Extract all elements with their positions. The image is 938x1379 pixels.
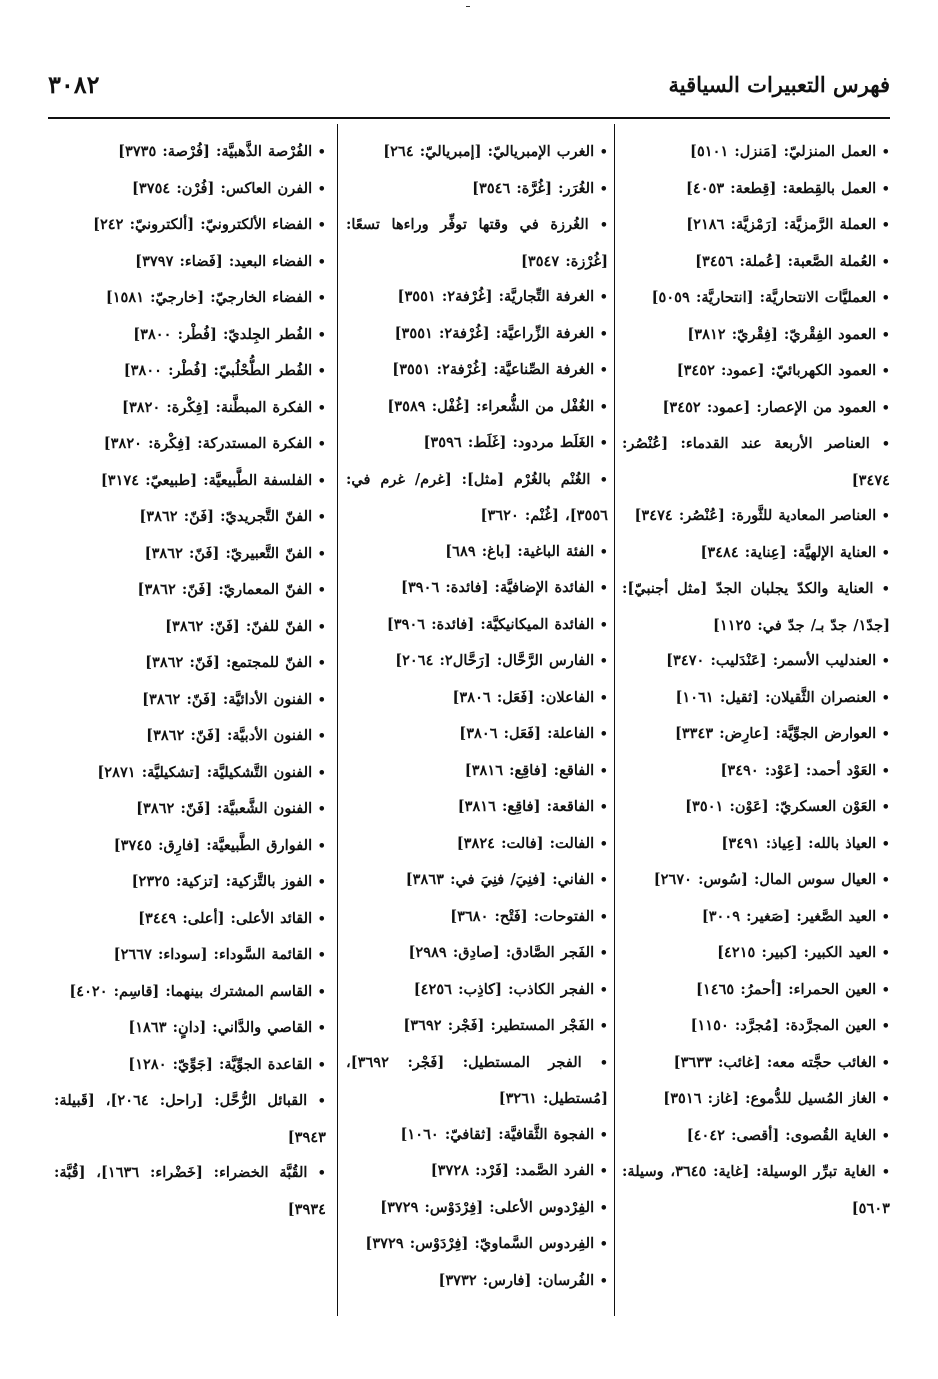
index-entry: • الفنون الأدبيَّة: [فَنّ: ٣٨٦٢] xyxy=(54,718,326,755)
index-entry: • العمود من الإعصار: [عمود: ٣٤٥٢] xyxy=(622,390,890,427)
index-entry: • الفاعلان: [فَعَل: ٣٨٠٦] xyxy=(346,680,608,717)
index-entry: • الفُرْصة الذَّهبيَّة: [فُرْصة: ٣٧٣٥] xyxy=(54,134,326,171)
index-entry: • الفَجر الصَّادق: [صادِق: ٢٩٨٩] xyxy=(346,935,608,972)
index-entry: • الفنون الشَّعبيَّة: [فَنّ: ٣٨٦٢] xyxy=(54,791,326,828)
index-entry: • القبائل الرُّحَّل: [راحل: ٢٠٦٤]، [قَبيلة: ٣٩٤٣] xyxy=(54,1083,326,1155)
index-entry: • القاسم المشترك بينهما: [قاسِم: ٤٠٢٠] xyxy=(54,974,326,1011)
index-entry: • الغُفْل من الشُّعراء: [غُفْل: ٣٥٨٩] xyxy=(346,389,608,426)
index-entry: • الغَلَط مردود: [غَلَط: ٣٥٩٦] xyxy=(346,425,608,462)
index-entry: • الفضاء الخارجيّ: [خارجيّ: ١٥٨١] xyxy=(54,280,326,317)
index-entry: • الفوارق الطَّبيعيَّة: [فارِق: ٣٧٤٥] xyxy=(54,828,326,865)
index-entry: • العناية الإلهيَّة: [عِناية: ٣٤٨٤] xyxy=(622,535,890,572)
index-entry: • الفاني: [فنِيَ/ فنِيَ في: ٣٨٦٣] xyxy=(346,862,608,899)
index-entry: • القائد الأعلى: [أعلى: ٣٤٤٩] xyxy=(54,901,326,938)
index-entry: • الفاقع: [فاقِع: ٣٨١٦] xyxy=(346,753,608,790)
index-entry: • الغُرَر: [غُرَّة: ٣٥٤٦] xyxy=(346,171,608,208)
index-entry: • القائمة السَّوداء: [سوداء: ٢٦٦٧] xyxy=(54,937,326,974)
index-entry: • الفجر المستطيل: [فَجْر: ٣٦٩٢]، [مُستطيل: ٣٢٦١] xyxy=(346,1045,608,1117)
index-entry: • الفكرة المبطَّنة: [فِكْرة: ٣٨٢٠] xyxy=(54,390,326,427)
index-entry: • الفنّ للفنّ: [فَنّ: ٣٨٦٢] xyxy=(54,609,326,646)
index-entry: • الفوز بالتَّزكية: [تزكية: ٢٣٢٥] xyxy=(54,864,326,901)
index-entry: • العين الحمراء: [أحمرُ: ١٤٦٥] xyxy=(622,972,890,1009)
index-entry: • الغاز المُسيل للدُّموع: [غاز: ٣٥١٦] xyxy=(622,1081,890,1118)
index-entry: • الغرفة الزِّراعيَّة: [غُرْفة٢: ٣٥٥١] xyxy=(346,316,608,353)
index-entry: • الفائدة الميكانيكيَّة: [فائدة: ٣٩٠٦] xyxy=(346,607,608,644)
index-entry: • الفِردوس السَّماويّ: [فِرْدَوْس: ٣٧٢٩] xyxy=(346,1226,608,1263)
index-entry: • الفرن العاكس: [فُرْن: ٣٧٥٤] xyxy=(54,171,326,208)
index-entry: • القاصي والدَّاني: [دانٍ: ١٨٦٣] xyxy=(54,1010,326,1047)
column-divider xyxy=(614,124,615,1316)
index-entry: • العياذ بالله: [عِياذ: ٣٤٩١] xyxy=(622,826,890,863)
index-entry: • الغاية تبرِّر الوسيلة: [غاية: ٣٦٤٥، وسيلة: ٥٦٠٣] xyxy=(622,1154,890,1226)
index-entry: • الغرفة الصِّناعيَّة: [غُرْفة٢: ٣٥٥١] xyxy=(346,352,608,389)
scan-speck xyxy=(466,6,470,7)
header-rule xyxy=(48,117,890,119)
index-entry: • العيد الكبير: [كبير: ٤٢١٥] xyxy=(622,935,890,972)
index-entry: • الفجوة الثَّقافيَّة: [ثقافيّ: ١٠٦٠] xyxy=(346,1117,608,1154)
index-entry: • العملة الرَّمزيَّة: [رَمْزيَّة: ٢١٨٦] xyxy=(622,207,890,244)
index-entry: • الفكرة المستدركة: [فِكْرة: ٣٨٢٠] xyxy=(54,426,326,463)
index-entry: • العُملة الصَّعبة: [عُملة: ٣٤٥٦] xyxy=(622,244,890,281)
index-entry: • العناية والكدّ يجلبان الجدّ [مثل أجنبيّ]: [جدّ١/ جدّ بـ/ جدّ في: ١١٢٥] xyxy=(622,571,890,643)
index-entry: • الفالت: [فالت: ٣٨٢٤] xyxy=(346,826,608,863)
index-entry: • العمليَّات الانتحاريَّة: [انتحاريَّة: ٥٠٥٩] xyxy=(622,280,890,317)
index-entry: • الفنّ التَّعبيريّ: [فَنّ: ٣٨٦٢] xyxy=(54,536,326,573)
index-entry: • العندليب الأسمر: [عَنْدَليب: ٣٤٧٠] xyxy=(622,643,890,680)
index-entry: • العناصر الأربعة عند القدماء: [عُنْصُر: ٣٤٧٤] xyxy=(622,426,890,498)
index-entry: • الغرب الإمبرياليّ: [إمبرياليّ: ٢٦٤] xyxy=(346,134,608,171)
index-entry: • الفئة الباغية: [باغ: ٦٨٩] xyxy=(346,534,608,571)
index-entry: • العمل المنزليّ: [مَنزل: ٥١٠١] xyxy=(622,134,890,171)
index-entry: • الفائدة الإضافيَّة: [فائدة: ٣٩٠٦] xyxy=(346,570,608,607)
column-right xyxy=(622,134,890,1226)
page-header xyxy=(48,68,890,112)
index-entry: • الفضاء البعيد: [فَضاء: ٣٧٩٧] xyxy=(54,244,326,281)
index-entry: • العمود الكهربائيّ: [عمود: ٣٤٥٢] xyxy=(622,353,890,390)
index-entry: • العوارض الجوِّيَّة: [عارِض: ٣٣٤٣] xyxy=(622,716,890,753)
index-entry: • العمل بالقِطعة: [قِطعة: ٤٠٥٣] xyxy=(622,171,890,208)
index-entry: • العمود الفِقْريّ: [فِقْريّ: ٣٨١٢] xyxy=(622,317,890,354)
index-entry: • الفنّ للمجتمع: [فَنّ: ٣٨٦٢] xyxy=(54,645,326,682)
index-entry: • الفُطر الطُّحْلُبيّ: [فُطْر: ٣٨٠٠] xyxy=(54,353,326,390)
index-entry: • الفنّ التَّجريديّ: [فَنّ: ٣٨٦٢] xyxy=(54,499,326,536)
index-entry: • الفنون التَّشكيليَّة: [تشكيليَّة: ٢٨٧١] xyxy=(54,755,326,792)
index-entry: • الفارس الرَّحَّال: [رَحَّال٢: ٢٠٦٤] xyxy=(346,643,608,680)
index-entry: • العيد الصَّغير: [صَغير: ٣٠٠٩] xyxy=(622,899,890,936)
running-title: فهرس التعبيرات السياقية xyxy=(668,72,890,97)
index-entry: • الفنون الأدائيَّة: [فَنّ: ٣٨٦٢] xyxy=(54,682,326,719)
index-entry: • الفاقعة: [فاقِع: ٣٨١٦] xyxy=(346,789,608,826)
index-entry: • العَوْد أحمد: [عَوْد: ٣٤٩٠] xyxy=(622,753,890,790)
index-entry: • الفجر الكاذب: [كاذِب: ٤٢٥٦] xyxy=(346,972,608,1009)
column-left xyxy=(54,134,326,1227)
index-entry: • العنصران الثَّقيلان: [ثقيل: ١٠٦١] xyxy=(622,680,890,717)
index-entry: • الفنّ المعماريّ: [فَنّ: ٣٨٦٢] xyxy=(54,572,326,609)
index-entry: • الغاية القُصوى: [أقصى: ٤٠٤٢] xyxy=(622,1118,890,1155)
index-entry: • الفُطر الجِلديّ: [فُطْر: ٣٨٠٠] xyxy=(54,317,326,354)
index-entry: • العناصر المعادية للثَّورة: [عُنْصُر: ٣٤٧٤] xyxy=(622,498,890,535)
index-entry: • الغرفة التِّجاريَّة: [غُرْفة٢: ٣٥٥١] xyxy=(346,279,608,316)
index-entry: • العَوْن العسكريّ: [عَوْن: ٣٥٠١] xyxy=(622,789,890,826)
index-entry: • الفُرسان: [فارس: ٣٧٣٢] xyxy=(346,1263,608,1300)
index-entry: • العيال سوس المال: [سُوس: ٢٦٧٠] xyxy=(622,862,890,899)
index-entry: • الغائب حجَّته معه: [غائب: ٣٦٣٣] xyxy=(622,1045,890,1082)
page-number: ٣٠٨٢ xyxy=(48,70,100,99)
column-middle xyxy=(346,134,608,1299)
index-entry: • الغُنْم بالغُرْم [مثل]: [غرم/ غرم في: ٣٥٥٦]، [غُنْم: ٣٦٢٠] xyxy=(346,462,608,534)
index-entry: • الفِرْدوس الأعلى: [فِرْدَوْس: ٣٧٢٩] xyxy=(346,1190,608,1227)
index-entry: • القاعدة الجوِّيَّة: [جَوِّيّ: ١٢٨٠] xyxy=(54,1047,326,1084)
column-divider xyxy=(337,124,338,1316)
index-entry: • الفضاء الألكترونيّ: [ألكترونيّ: ٢٤٢] xyxy=(54,207,326,244)
index-entry: • الغُرزة في وقتها توفِّر وراءها تسعًا: [غُرْزة: ٣٥٤٧] xyxy=(346,207,608,279)
index-entry: • العين المجرَّدة: [مُجرَّد: ١١٥٠] xyxy=(622,1008,890,1045)
index-entry: • الفلسفة الطَّبيعيَّة: [طبيعيّ: ٣١٧٤] xyxy=(54,463,326,500)
index-entry: • القُبَّة الخضراء: [خَضْراء: ١٦٣٦]، [قُبَّة: ٣٩٣٤] xyxy=(54,1155,326,1227)
index-entry: • الفاعلة: [فَعَل: ٣٨٠٦] xyxy=(346,716,608,753)
index-entry: • الفتوحات: [فَتْح: ٣٦٨٠] xyxy=(346,899,608,936)
index-entry: • الفَجْر المستطير: [فَجْر: ٣٦٩٢] xyxy=(346,1008,608,1045)
index-entry: • الفرد الصَّمد: [فَرْد: ٣٧٢٨] xyxy=(346,1153,608,1190)
